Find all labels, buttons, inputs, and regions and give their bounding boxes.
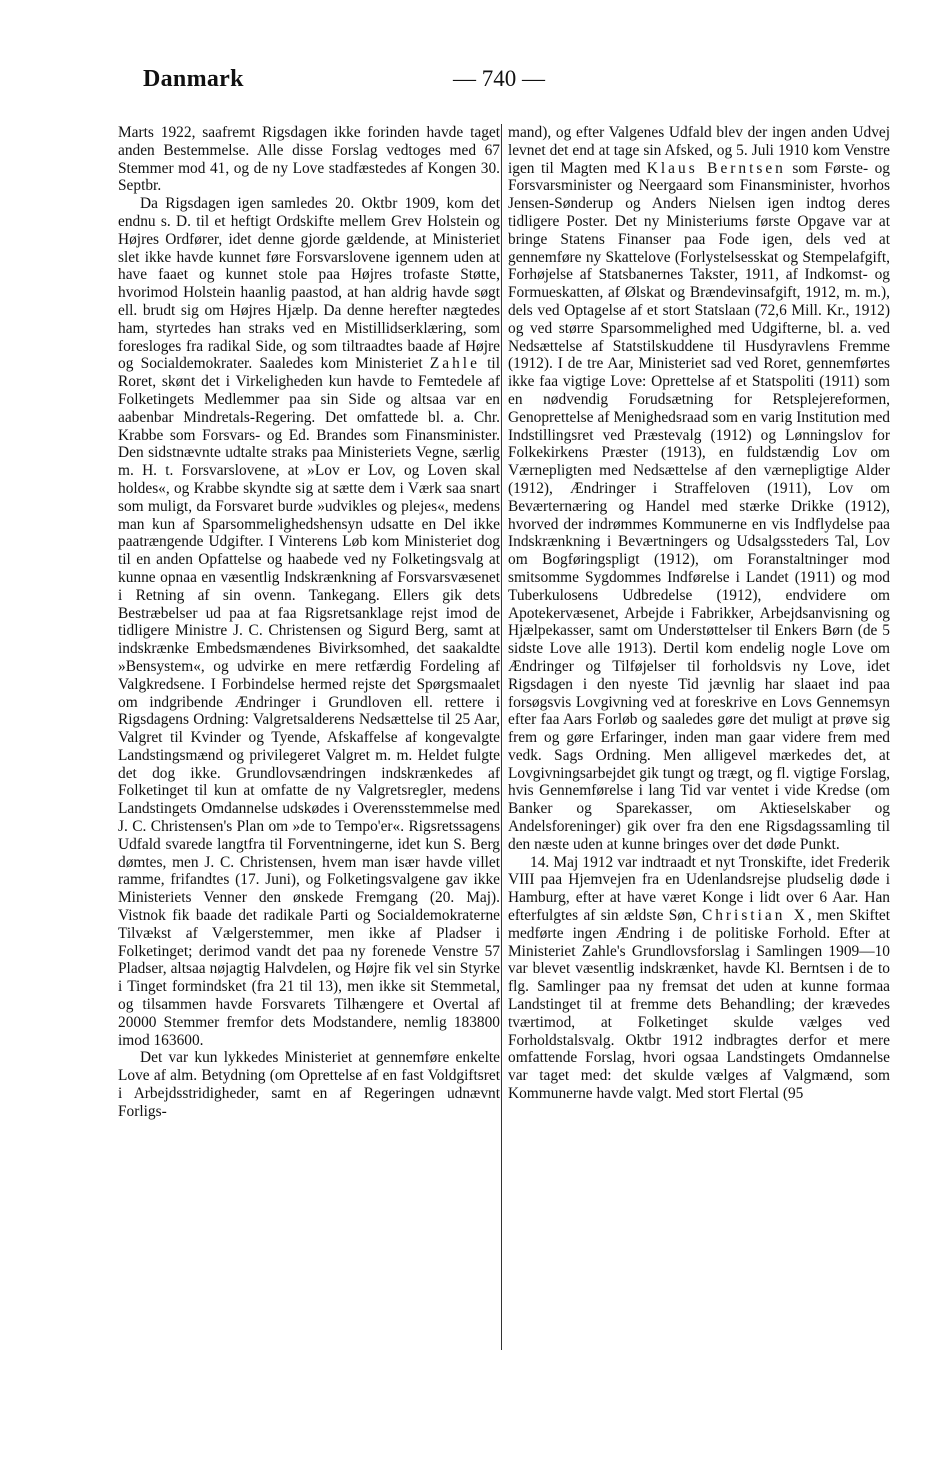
page-header bbox=[113, 66, 893, 106]
page-number: — 740 — bbox=[453, 66, 545, 91]
spaced-name: Klaus Berntsen bbox=[646, 159, 786, 177]
running-head: Danmark bbox=[143, 66, 244, 92]
paragraph bbox=[118, 195, 500, 1049]
paragraph-text: til Roret, skønt det i Virkeligheden kun havde to Femtedele af Folketingets Medlemmer paa sin Side og altsaa var en aabenbar Mindretals-Regering. Det omfattede bl. a. Chr. Krabbe som Forsvars- og Ed. Brandes som Finansminister. Den sidstnævnte udtalte straks paa Ministeriets Vegne, særlig m. H. t. Forsvarslovene, at »Lov er Lov, og Loven skal holdes«, og Krabbe skyndte sig at sætte dem i Værk saa snart som muligt, da Forsvaret burde »udvikles og plejes«, medens man kun af Sparsommelighedshensyn udsatte en Del ikke paatrængende Udgifter. I Vinterens Løb kom Ministeriet dog til en anden Opfattelse og haabede ved ny Folketingsvalg at kunne opnaa en væsentlig Indskrænkning af Forsvarsvæsenet i Retning af sin ovenn. Tankegang. Ellers gik dets Bestræbelser ud paa at faa Rigsretsanklage rejst imod de tidligere Ministre J. C. Christensen og Sigurd Berg, samt at indskrænke Embedsmændenes Bivirksomhed, det saakaldte »Bensystem«, og udvirke en mere retfærdig Fordeling af Valgkredsene. I Forbindelse hermed rejste det Spørgsmaalet om indgribende Ændringer i Grundloven ell. rettere i Rigsdagens Ordning: Valgretsalderens Nedsættelse til 25 Aar, Valgret til Kvinder og Tyende, Afskaffelse af kongevalgte Landstingsmænd og privilegeret Valgret m. m. Heldet fulgte det dog ikke. Grundlovsændringen indskrænkedes af Folketinget til kun at omfatte de ny Valgretsregler, medens Landstingets Omdannelse udskødes i Overensstemmelse med J. C. Christensen's Plan om »de to Tempo'er«. Rigsretssagens Udfald svarede langtfra til Forventningerne, idet kun S. Berg dømtes, men J. C. Christensen, hvem man især havde villet ramme, frifandtes (17. Juni), og Folketingsvalgene gav ikke Ministeriets Venner den ønskede Fremgang (20. Maj). Vistnok fik baade det radikale Parti og Socialdemokraterne Tilvækst af Vælgerstemmer, men ikke af Pladser i Folketinget; derimod vandt det paa ny forenede Venstre 57 Pladser, altsaa nøjagtig Halvdelen, og Højre fik vel sin Styrke i Tinget formindsket (fra 21 til 13), men ikke sit Stemmetal, og tilsammen havde Forsvarets Tilhængere et Overtal af 20000 Stemmer fremfor dets Modstandere, nemlig 183800 imod 163600. bbox=[118, 355, 500, 1049]
right-column bbox=[508, 124, 890, 1103]
paragraph-text: Da Rigsdagen igen samledes 20. Oktbr 1909, kom det endnu s. D. til et heftigt Ordskifte mellem Grev Holstein og Højres Ordfører, idet denne gjorde gældende, at Ministeriet slet ikke havde kunnet føre Forsvarslovene igennem uden at have faaet og kunnet stole paa Højres trofaste Støtte, hvorimod Holstein haanlig paastod, at han aldrig havde søgt ell. brudt sig om Højres Hjælp. Da denne herefter nægtedes ham, styrtedes han straks ved en Mistillidserklæring, som foresloges fra radikal Side, og som tiltraadtes baade af Højre og Socialdemokrater. Saaledes kom Ministeriet bbox=[118, 195, 500, 373]
paragraph bbox=[508, 854, 890, 1103]
paragraph: Marts 1922, saafremt Rigsdagen ikke forinden havde taget anden Bestemmelse. Alle disse Forslag vedtoges med 67 Stemmer mod 41, og de ny Love stadfæstedes af Kongen 30. Septbr. bbox=[118, 124, 500, 195]
paragraph: Det var kun lykkedes Ministeriet at gennemføre enkelte Love af alm. Betydning (om Oprettelse af en fast Voldgiftsret i Arbejdsstridigheder, samt en af Regeringen udnævnt Forligs- bbox=[118, 1049, 500, 1120]
paragraph-text: , men Skiftet medførte ingen Ændring i de politiske Forhold. Efter at Ministeriet Zahle's Grundlovsforslag i Samlingen 1909—10 var blevet væsentlig indskrænket, havde Kl. Berntsen i de to flg. Samlinger paa ny fremsat det uden at kunne formaa Landstinget til at fremme dets Behandling; der krævedes tværtimod, at Folketinget skulde vælges ved Forholdstalsvalg. Oktbr 1912 indbragtes derfor et mere omfattende Forslag, hvori ogsaa Landstingets Omdannelse var taget med: det skulde vælges af Valgmænd, som Kommunerne havde valgt. Med stort Flertal (95 bbox=[508, 907, 890, 1103]
spaced-name: Christian X bbox=[701, 907, 808, 925]
column-divider bbox=[501, 124, 502, 1350]
spaced-name: Zahle bbox=[429, 355, 480, 373]
paragraph-text: som Første- og Forsvarsminister og Neergaard som Finansminister, hvorhos Jensen-Sønderup og Anders Nielsen igen indtog deres tidligere Poster. Det ny Ministeriums første Opgave var at bringe Statens Finanser paa Fode igen, dels ved at gennemføre ny Skattelove (Forlystelsesskat og Stempelafgift, Forhøjelse af Statsbanernes Takster, 1911, af Indkomst- og Formueskatten, af Ølskat og Brændevinsafgift, 1912, m. m.), dels ved Optagelse af et stort Statslaan (72,6 Mill. Kr., 1912) og ved større Sparsommelighed med Udgifterne, bl. a. ved Nedsættelse af Statstilskuddene til Husdyravlens Fremme (1912). I de tre Aar, Ministeriet sad ved Roret, gennemførtes ikke faa vigtige Love: Oprettelse af et Statspoliti (1911) som en nødvendig Forudsætning for Retsplejereformen, Genoprettelse af Menighedsraad som en varig Institution med Indstillingsret ved Præstevalg (1912) og Lønningslov for Folkekirkens Præster (1913), en fuldstændig Lov om Værnepligten med Nedsættelse af den værnepligtige Alder (1912), Ændringer i Straffeloven (1911), Lov om Beværternæring og Handel med stærke Drikke (1912), hvorved der indrømmes Kommunerne en vis Indflydelse paa Indskrænkning i Beværtningers og Udsalgssteders Tal, Lov om Bogføringspligt (1912), om Foranstaltninger mod smitsomme Sygdommes Indførelse i Landet (1911) og mod Tuberkulosens Udbredelse (1912), endvidere om Apotekervæsenet, Arbejde i Fabrikker, Arbejdsanvisning og Hjælpekasser, samt om Understøttelser til Enkers Børn (de 5 sidste Love alle 1913). Dertil kom endelig nogle Love om Ændringer og Tilføjelser til forholdsvis ny Love, idet Rigsdagen i den nyeste Tid jævnlig har slaaet ind paa forsøgsvis Lovgivning ved at foreskrive en Lovs Gennemsyn efter faa Aars Forløb og saaledes gøre det muligt at prøve sig frem og gøre Erfaringer, inden man gaar videre frem med vedk. Sags Ordning. Men alligevel mærkedes det, at Lovgivningsarbejdet gik tungt og trægt, og fl. vigtige Forslag, hvis Gennemførelse i lang Tid var ventet i vide Kredse (om Banker og Sparekasser, om Aktieselskaber og Andelsforeninger) gik over fra den ene Rigsdagssamling til den næste uden at kunne bringes over det døde Punkt. bbox=[508, 159, 890, 853]
paragraph-text: mand), og efter Valgenes Udfald blev der ingen anden Udvej levnet det end at tage sin Afsked, og 5. Juli 1910 kom Venstre igen til Magten med bbox=[508, 124, 890, 177]
left-column bbox=[118, 124, 500, 1121]
paragraph-text: 14. Maj 1912 var indtraadt et nyt Tronskifte, idet Frederik VIII paa Hjemvejen fra en Udenlandsrejse pludselig døde i Hamburg, efter at have været Konge i lidt over 6 Aar. Han efterfulgtes af sin ældste Søn, bbox=[508, 853, 890, 925]
paragraph bbox=[508, 124, 890, 854]
